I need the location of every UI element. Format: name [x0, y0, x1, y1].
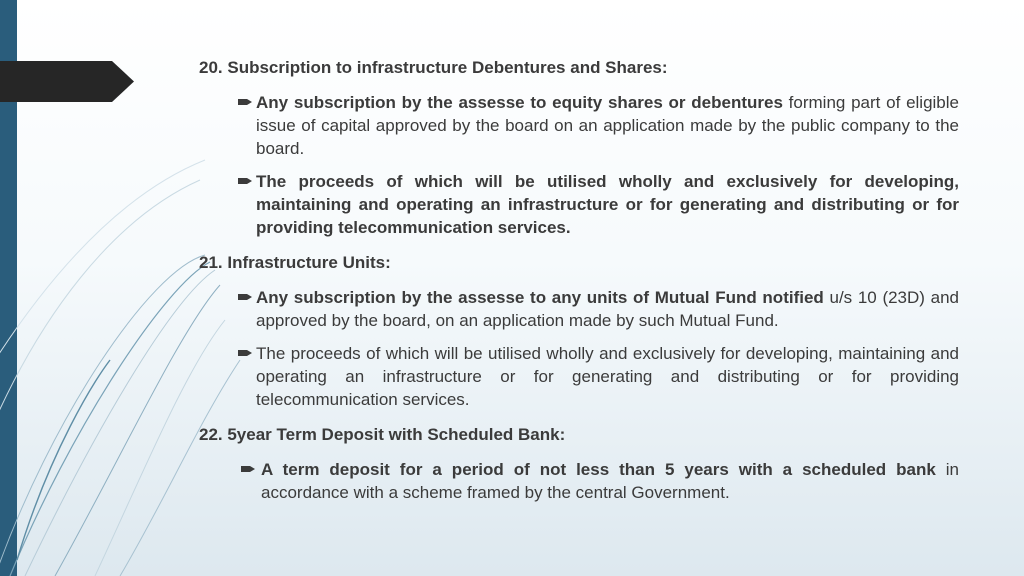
item-text: The proceeds of which will be utilised wholly and exclusively for developing, maintaining and operating an infrastructure or for generating and distributing or for providing telecommunication services. — [256, 344, 959, 409]
pencil-bullet-icon — [238, 347, 253, 359]
list-item — [199, 458, 959, 504]
pencil-bullet-icon — [238, 291, 253, 303]
list-item — [199, 342, 959, 411]
list-item — [199, 91, 959, 160]
item-bold-text: A term deposit for a period of not less than 5 years with a scheduled bank — [261, 460, 936, 479]
section-heading-20: 20. Subscription to infrastructure Debentures and Shares: — [199, 58, 668, 77]
pencil-bullet-icon — [238, 175, 253, 187]
item-bold-text: Any subscription by the assesse to equity shares or debentures — [256, 93, 783, 112]
item-bold-text: The proceeds of which will be utilised wholly and exclusively for developing, maintaining and operating an infrastructure or for generating and distributing or for providing telecommunication services. — [256, 172, 959, 237]
slide-content — [199, 56, 959, 514]
item-text: u/s 10 (23D) and approved by the board, on an application made by such Mutual Fund. — [256, 288, 959, 330]
list-item — [199, 286, 959, 332]
section-heading-22: 22. 5year Term Deposit with Scheduled Bank: — [199, 425, 566, 444]
item-text: forming part of eligible issue of capital approved by the board on an application made by the public company to the board. — [256, 93, 959, 158]
item-bold-text: Any subscription by the assesse to any units of Mutual Fund notified — [256, 288, 824, 307]
section-heading-21: 21. Infrastructure Units: — [199, 253, 391, 272]
list-item — [199, 170, 959, 239]
item-text: in accordance with a scheme framed by the central Government. — [261, 460, 959, 502]
pencil-bullet-icon — [241, 463, 256, 475]
pencil-bullet-icon — [238, 96, 253, 108]
